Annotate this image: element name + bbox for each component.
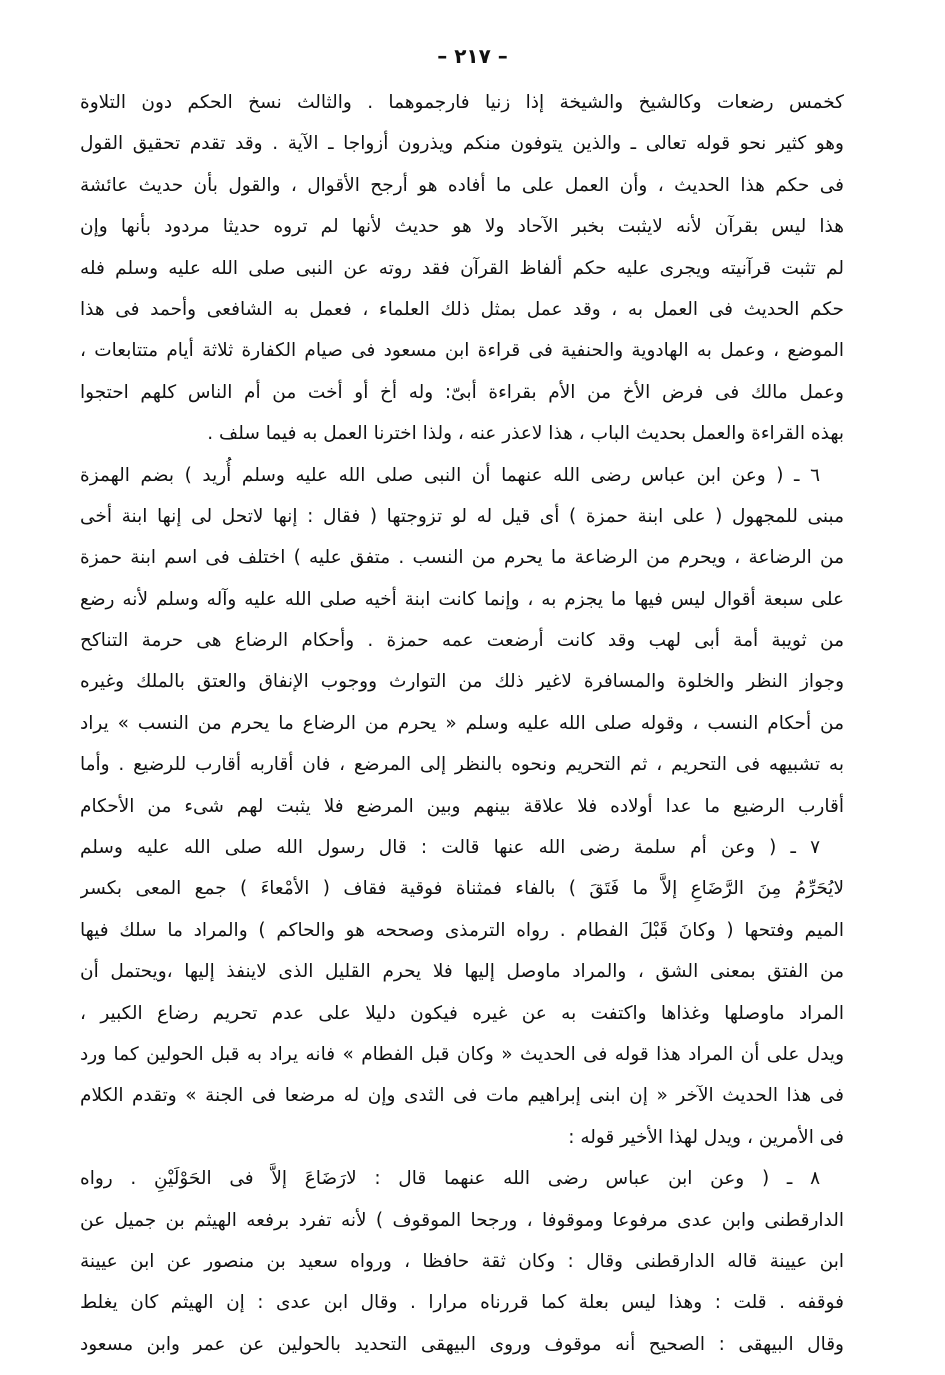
text-line: حكم الحديث فى العمل به ، وقد عمل بمثل ذلك العلماء ، فعمل به الشافعى وأحمد فى هذا (80, 298, 844, 320)
page-number: – ٢١٧ – (437, 44, 508, 68)
text-line: فى هذا الحديث الآخر « إن ابنى إبراهيم مات فى الثدى وإن له مرضعا فى الجنة » وتقدم الكلام (80, 1085, 844, 1107)
text-line: به تشبيهه فى التحريم ، ثم التحريم ونحوه بالنظر إلى المرضع ، فان أقاربه أقارب للرضيع . وأما (80, 754, 844, 776)
text-line: الدارقطنى وابن عدى مرفوعا وموقوفا ، ورجحا الموقوف ) لأنه تفرد برفعه الهيثم بن جميل عن (80, 1209, 844, 1231)
text-line: وجواز النظر والخلوة والمسافرة لاغير ذلك من التوارث ووجوب الإنفاق والعتق بالملك وغيره (80, 671, 844, 693)
text-line: فوقفه . قلت : وهذا ليس بعلة كما قررناه مرارا . وقال ابن عدى : إن الهيثم كان يغلط (80, 1292, 844, 1314)
text-line: وهو كثير نحو قوله تعالى ـ والذين يتوفون منكم ويذرون أزواجا ـ الآية . وقد تقدم تحقيق القول (80, 133, 844, 155)
text-line: ٨ ـ ( وعن ابن عباس رضى الله عنهما قال : لارَضَاعَ إلاَّ فى الحَوْلَيْنِ . رواه (80, 1168, 820, 1190)
text-line: لايُحَرِّمُ مِنَ الرَّضَاعِ إلاَّ ما فَتَقَ ) بالفاء فمثناة فوقية فقاف ( الأمْعاءَ ) جمع المعى بكسر (80, 878, 844, 900)
text-line: مبنى للمجهول ( على ابنة حمزة ) أى قيل له لو تزوجتها ( فقال : إنها لاتحل لى إنها ابنة أخى (80, 505, 844, 527)
text-line: الميم وفتحها ( وكانَ قَبْلَ الفطام . رواه الترمذى وصححه هو والحاكم ) والمراد ما سلك فيها (80, 919, 844, 941)
text-line: هذا ليس بقرآن لأنه لايثبت بخبر الآحاد ولا هو حديث لأنها لم تروه حديثا مردود بأنها وإن (80, 216, 844, 238)
body-text (80, 82, 844, 1365)
text-line: من ثويبة أمة أبى لهب وقد كانت أرضعت عمه حمزة . وأحكام الرضاع هى حرمة التناكح (80, 630, 844, 652)
text-line: ٧ ـ ( وعن أم سلمة رضى الله عنها قالت : قال رسول الله صلى الله عليه وسلم (80, 837, 820, 859)
text-line: على سبعة أقوال ليس فيها ما يجزم به ، وإنما كانت ابنة أخيه صلى الله عليه وآله وسلم لأنه رضع (80, 588, 844, 610)
text-line: أقارب الرضيع ما عدا أولاده فلا علاقة بينهم وبين المرضع فلا يثبت لهم شىء من الأحكام (80, 795, 844, 817)
text-line: لم تثبت قرآنيته ويجرى عليه حكم ألفاظ القرآن فقد روته عن النبى صلى الله عليه وسلم فله (80, 257, 844, 279)
text-line: وعمل مالك فى فرض الأخ من الأم بقراءة أبىّ: وله أخ أو أخت من أم الناس كلهم احتجوا (80, 381, 844, 403)
text-line: فى الأمرين ، ويدل لهذا الأخير قوله : (568, 1126, 844, 1148)
text-line: من الفتق بمعنى الشق ، والمراد ماوصل إليها فلا يحرم القليل الذى لاينفذ إليها ،ويحتمل أن (80, 961, 844, 983)
text-line: فى حكم هذا الحديث ، وأن العمل على ما أفاده هو أرجح الأقوال ، والقول بأن حديث عائشة (80, 174, 844, 196)
text-line: بهذه القراءة والعمل بحديث الباب ، هذا لاعذر عنه ، ولذا اخترنا العمل به فيما سلف . (207, 423, 844, 445)
text-line: وقال البيهقى : الصحيح أنه موقوف وروى البيهقى التحديد بالحولين عن عمر وابن مسعود (80, 1333, 844, 1355)
text-line: ٦ ـ ( وعن ابن عباس رضى الله عنهما أن النبى صلى الله عليه وسلم أُريد ) بضم الهمزة (80, 464, 820, 486)
text-line: المراد ماوصلها وغذاها واكتفت به عن غيره فيكون دليلا على عدم تحريم رضاع الكبير ، (80, 1002, 844, 1024)
text-line: ويدل على أن المراد هذا قوله فى الحديث « وكان قبل الفطام » فانه يراد به قبل الحولين كما ورد (80, 1043, 844, 1065)
text-line: ابن عيينة قاله الدارقطنى وقال : وكان ثقة حافظا ، ورواه سعيد بن منصور عن ابن عيينة (80, 1250, 844, 1272)
text-line: من أحكام النسب ، وقوله صلى الله عليه وسلم « يحرم من الرضاع ما يحرم من النسب » يراد (80, 712, 844, 734)
text-line: كخمس رضعات وكالشيخ والشيخة إذا زنيا فارجموهما . والثالث نسخ الحكم دون التلاوة (80, 92, 844, 113)
text-line: من الرضاعة ، ويحرم من الرضاعة ما يحرم من النسب . متفق عليه ) اختلف فى اسم ابنة حمزة (80, 547, 844, 569)
text-line: الموضع ، وعمل به الهادوية والحنفية فى قراءة ابن مسعود فى صيام الكفارة ثلاثة أيام متتابعات ، (80, 340, 844, 362)
